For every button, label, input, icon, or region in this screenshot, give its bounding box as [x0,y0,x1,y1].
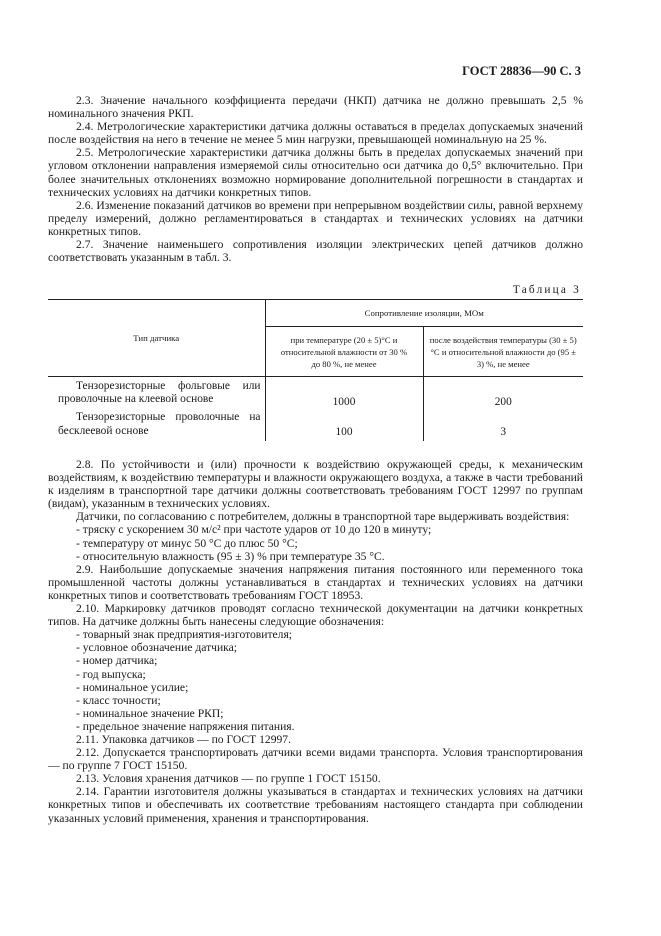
list-item: - номинальное усилие; [76,680,189,694]
paragraph: 2.4. Метрологические характеристики датчика должны оставаться в пределах допускаемых значений после воздействия на него в течение не менее 5 мин нагрузки, превышающей номинальную на 25 %. [48,120,583,147]
row-2-value-b: 3 [423,409,583,441]
col-header-a: при температуре (20 ± 5)°С и относительной влажности от 30 % до 80 %, не менее [265,327,423,377]
list-item: - предельное значение напряжения питания. [76,719,295,733]
col-header-b: после воздействия температуры (30 ± 5) °С и относительной влажности до (95 ± 3) %, не менее [423,327,583,377]
paragraph: 2.5. Метрологические характеристики датчика должны быть в пределах допускаемых значений при угловом отклонении направления измеряемой силы относительно оси датчика до 0,5° включительно. При более значительных отклонениях возможно нормирование дополнительной погрешности в стандартах и технических условиях на датчики конкретных типов. [48,146,583,199]
list-item: - тряску с ускорением 30 м/с² при частоте ударов от 10 до 120 в минуту; [76,523,432,537]
table-caption: Таблица 3 [512,284,581,296]
paragraph: 2.14. Гарантии изготовителя должны указываться в стандартах и технических условиях на датчики конкретных типов и обеспечивать их соответствие требованиям настоящего стандарта при соблюдении указанных условий применения, хранения и транспортирования. [48,785,583,825]
list-item: - номер датчика; [76,654,158,668]
col-header-type: Тип датчика [48,300,265,377]
paragraph: 2.9. Наибольшие допускаемые значения напряжения питания постоянного или переменного тока промышленной частоты должны устанавливаться в стандартах и технических условиях на датчики конкретных типов и соответствовать требованиям ГОСТ 18953. [48,562,583,602]
paragraph: 2.3. Значение начального коэффициента передачи (НКП) датчика не должно превышать 2,5 % номинального значения РКП. [48,94,583,121]
list-item: - номинальное значение РКП; [76,706,224,720]
row-1-value-a: 1000 [265,377,423,409]
text-block-bottom [48,458,583,825]
text-block-top [48,94,583,264]
col-header-group: Сопротивление изоляции, МОм [265,300,583,327]
paragraph: 2.10. Маркировку датчиков проводят согласно технической документации на датчики конкретных типов. На датчике должны быть нанесены следующие обозначения: [48,602,583,629]
paragraph: 2.6. Изменение показаний датчиков во времени при непрерывном воздействии силы, равной верхнему пределу измерений, должно регламентироваться в стандартах и технических условиях на датчики конкретных типов. [48,198,583,238]
list-item: - условное обозначение датчика; [76,641,238,655]
list-item: - товарный знак предприятия-изготовителя; [76,628,293,642]
paragraph: 2.12. Допускается транспортировать датчики всеми видами транспорта. Условия транспортирования — по группе 7 ГОСТ 15150. [48,746,583,773]
list-item: - температуру от минус 50 °С до плюс 50 °С; [76,536,298,550]
row-2-name: Тензорезисторные проволочные на бесклеевой основе [58,411,261,437]
row-1-value-b: 200 [423,377,583,409]
list-item: - относительную влажность (95 ± 3) % при температуре 35 °С. [76,549,385,563]
row-2-value-a: 100 [265,409,423,441]
paragraph: 2.11. Упаковка датчиков — по ГОСТ 12997. [76,732,291,746]
row-1-name: Тензорезисторные фольговые или проволочные на клеевой основе [58,379,261,405]
paragraph: 2.8. По устойчивости и (или) прочности к воздействию окружающей среды, к механическим воздействиям, к воздействию температуры и влажности окружающего воздуха, а также в части требований к изделиям в транспортной таре датчики должны соответствовать требованиям ГОСТ 12997 по группам (видам), указанным в технических условиях. [48,458,583,511]
paragraph: Датчики, по согласованию с потребителем, должны в транспортной таре выдерживать воздействия: [76,510,570,524]
paragraph: 2.13. Условия хранения датчиков — по группе 1 ГОСТ 15150. [76,772,381,786]
page-header: ГОСТ 28836—90 С. 3 [462,64,581,78]
list-item: - год выпуска; [76,667,146,681]
paragraph: 2.7. Значение наименьшего сопротивления изоляции электрических цепей датчиков должно соответствовать указанным в табл. 3. [48,238,583,265]
insulation-table [48,299,583,441]
list-item: - класс точности; [76,693,161,707]
